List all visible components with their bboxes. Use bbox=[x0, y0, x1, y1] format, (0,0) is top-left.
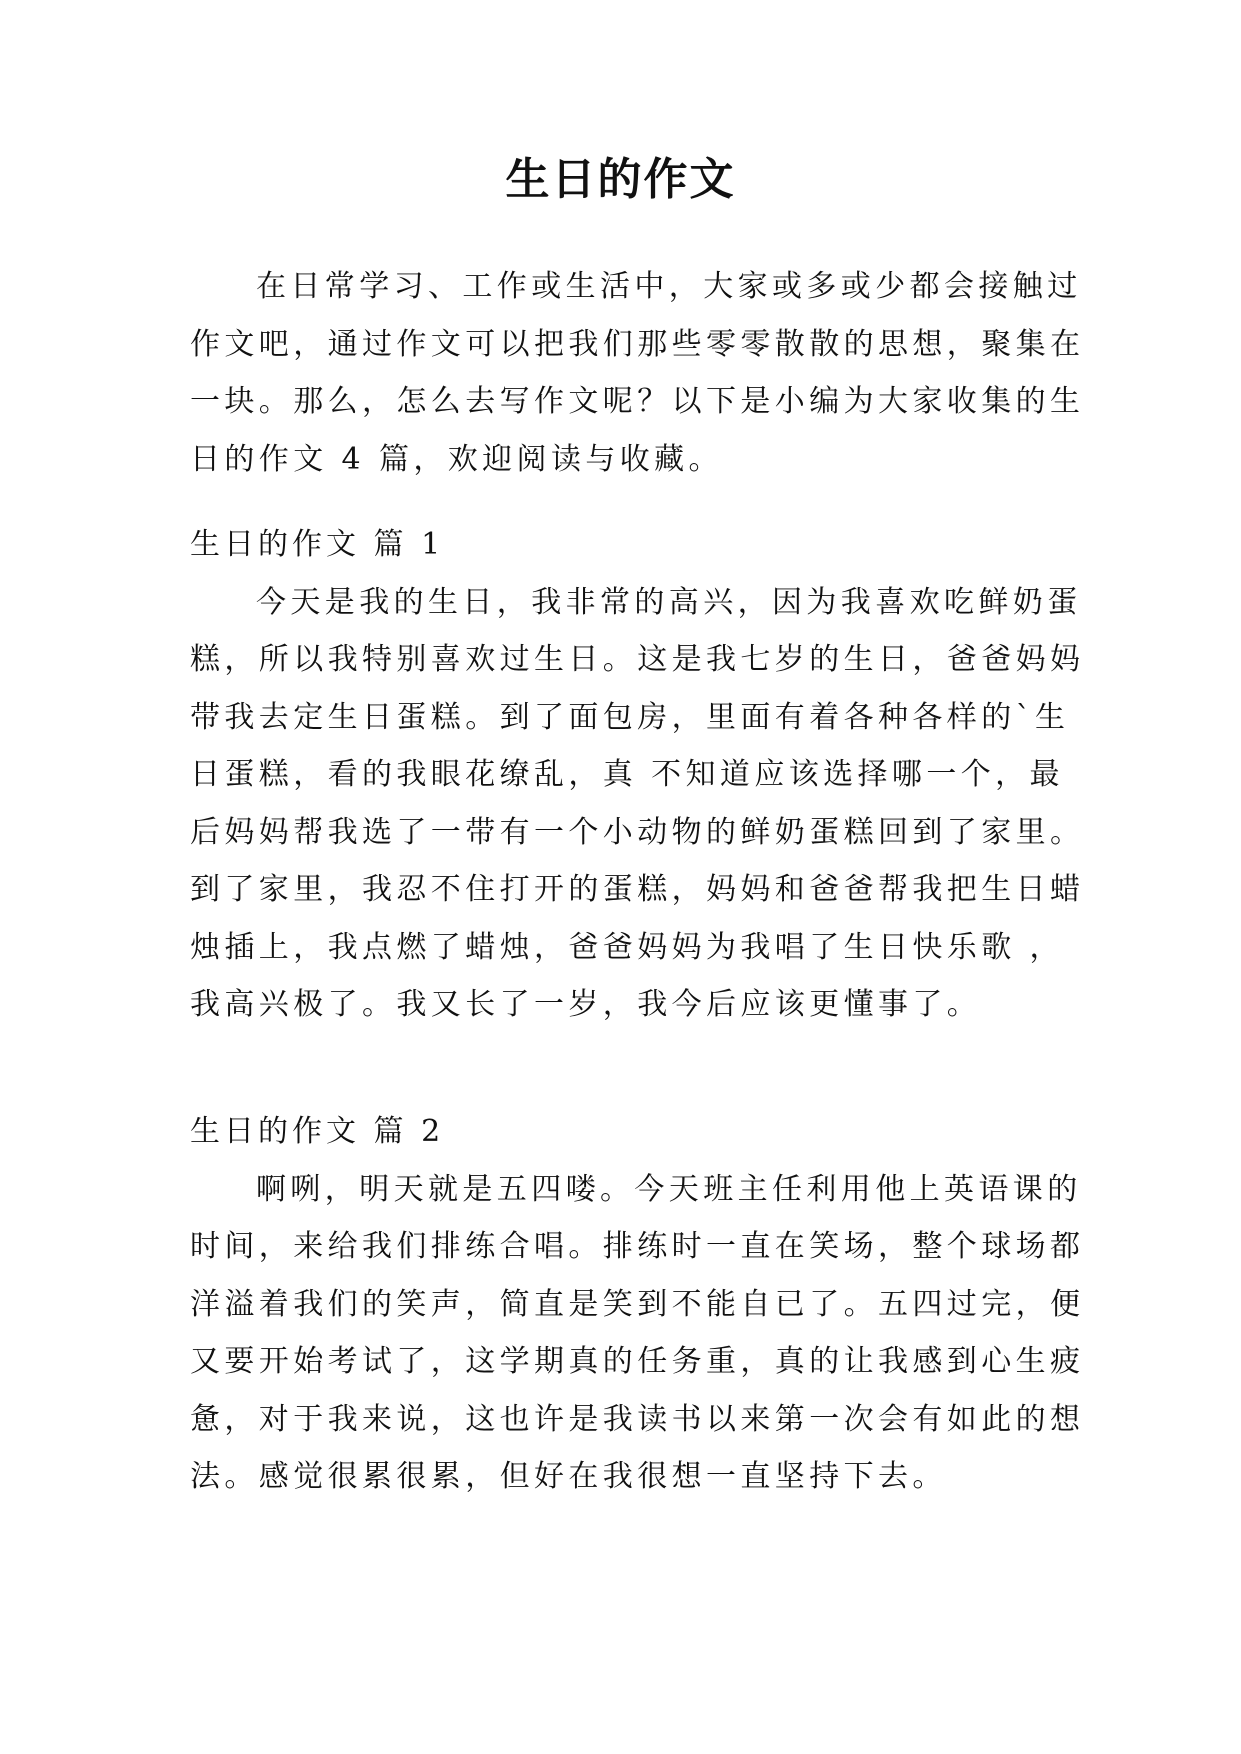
text-line: 惫，对于我来说，这也许是我读书以来第一次会有如此的想 bbox=[190, 1401, 1085, 1437]
section-heading: 生日的作文 篇 2 bbox=[190, 1114, 445, 1149]
text-line: 带我去定生日蛋糕。到了面包房，里面有着各种各样的`生 bbox=[190, 699, 1070, 735]
text-line: 又要开始考试了，这学期真的任务重，真的让我感到心生疲 bbox=[190, 1344, 1085, 1379]
text-line: 时间，来给我们排练合唱。排练时一直在笑场，整个球场都 bbox=[190, 1229, 1085, 1264]
section-1 bbox=[190, 516, 1085, 1034]
section-paragraph bbox=[190, 574, 1085, 1034]
text-line: 日蛋糕，看的我眼花缭乱，真 不知道应该选择哪一个，最 bbox=[190, 757, 1064, 792]
section-paragraph bbox=[190, 1161, 1085, 1506]
section-heading: 生日的作文 篇 1 bbox=[190, 527, 445, 562]
text-line: 日的作文 4 篇，欢迎阅读与收藏。 bbox=[190, 441, 723, 477]
text-line: 法。感觉很累很累，但好在我很想一直坚持下去。 bbox=[190, 1459, 947, 1494]
text-line: 我高兴极了。我又长了一岁，我今后应该更懂事了。 bbox=[190, 987, 982, 1022]
text-line: 作文吧，通过作文可以把我们那些零零散散的思想，聚集在 bbox=[190, 326, 1085, 362]
text-line: 一块。那么，怎么去写作文呢？以下是小编为大家收集的生 bbox=[190, 384, 1085, 419]
text-line: 啊咧，明天就是五四喽。今天班主任利用他上英语课的 bbox=[256, 1171, 1082, 1207]
text-line: 今天是我的生日，我非常的高兴，因为我喜欢吃鲜奶蛋 bbox=[256, 584, 1082, 620]
document-title: 生日的作文 bbox=[505, 154, 736, 205]
intro-paragraph bbox=[190, 258, 1085, 488]
text-line: 糕，所以我特别喜欢过生日。这是我七岁的生日，爸爸妈妈 bbox=[190, 642, 1085, 677]
text-line: 到了家里，我忍不住打开的蛋糕，妈妈和爸爸帮我把生日蜡 bbox=[190, 872, 1085, 907]
text-line: 后妈妈帮我选了一带有一个小动物的鲜奶蛋糕回到了家里。 bbox=[190, 814, 1085, 850]
text-line: 在日常学习、工作或生活中，大家或多或少都会接触过 bbox=[256, 269, 1082, 304]
text-line: 烛插上，我点燃了蜡烛，爸爸妈妈为我唱了生日快乐歌 ， bbox=[190, 929, 1064, 965]
section-2 bbox=[190, 1103, 1085, 1506]
text-line: 洋溢着我们的笑声，简直是笑到不能自已了。五四过完，便 bbox=[190, 1286, 1085, 1322]
